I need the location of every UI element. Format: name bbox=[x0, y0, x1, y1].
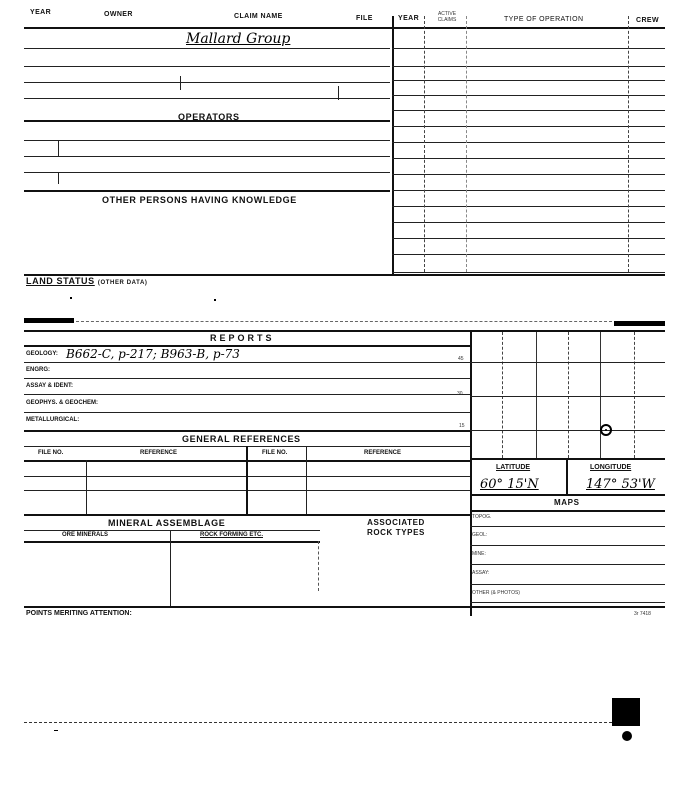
ref-col bbox=[306, 446, 307, 514]
assay-label: ASSAY & IDENT: bbox=[26, 383, 74, 389]
rule bbox=[24, 190, 390, 192]
other-persons-heading: OTHER PERSONS HAVING KNOWLEDGE bbox=[102, 195, 297, 205]
rule bbox=[470, 494, 665, 496]
col-sep bbox=[628, 16, 629, 272]
reports-heading: REPORTS bbox=[210, 333, 275, 343]
rule bbox=[470, 545, 665, 546]
rule bbox=[24, 541, 320, 543]
rule bbox=[24, 378, 470, 379]
rule bbox=[392, 110, 665, 111]
rule bbox=[392, 190, 665, 191]
rule bbox=[24, 394, 470, 395]
grid-line-h bbox=[470, 396, 665, 397]
general-references-heading: GENERAL REFERENCES bbox=[182, 434, 301, 444]
tick bbox=[180, 76, 181, 90]
form-number: 3r 7418 bbox=[634, 611, 651, 617]
ref-reference-1: REFERENCE bbox=[140, 450, 178, 456]
rule bbox=[392, 238, 665, 239]
metallurgical-label: METALLURGICAL: bbox=[26, 417, 80, 423]
mineral-col bbox=[318, 541, 319, 591]
rule bbox=[392, 80, 665, 81]
header-file: FILE bbox=[356, 15, 373, 22]
maps-mine: MINE: bbox=[472, 551, 486, 557]
scan-speck bbox=[70, 297, 72, 299]
grid-tick-15: 15 bbox=[459, 423, 465, 429]
scan-dash bbox=[24, 722, 612, 723]
rule bbox=[392, 272, 665, 273]
header-active-claims: ACTIVE CLAIMS bbox=[437, 11, 457, 23]
rule bbox=[24, 412, 470, 413]
bottom-rule bbox=[24, 606, 665, 608]
location-marker-icon bbox=[600, 424, 612, 436]
engrg-label: ENGRG: bbox=[26, 367, 50, 373]
rule bbox=[392, 95, 665, 96]
rule bbox=[392, 126, 665, 127]
rule bbox=[392, 142, 665, 143]
mineral-assemblage-heading: MINERAL ASSEMBLAGE bbox=[108, 518, 226, 528]
scan-mark bbox=[622, 731, 632, 741]
geology-label: GEOLOGY: bbox=[26, 351, 58, 357]
grid-line-v bbox=[634, 332, 635, 458]
scan-mark bbox=[612, 698, 640, 726]
rule bbox=[470, 584, 665, 585]
rule bbox=[24, 156, 390, 157]
maps-topog: TOPOG. bbox=[472, 514, 492, 520]
rule bbox=[24, 82, 390, 83]
header-year: YEAR bbox=[30, 9, 52, 16]
geophys-label: GEOPHYS. & GEOCHEM: bbox=[26, 400, 99, 406]
scan-mark bbox=[24, 318, 74, 323]
column-divider bbox=[392, 16, 394, 274]
associated-rock-types-heading: ASSOCIATED ROCK TYPES bbox=[366, 518, 425, 537]
header-rule bbox=[24, 27, 665, 29]
geology-value: B662-C, p-217; B963-B, p-73 bbox=[66, 347, 240, 361]
ref-col bbox=[86, 460, 87, 514]
rule bbox=[24, 48, 390, 49]
ref-file-no-2: FILE NO. bbox=[262, 450, 288, 456]
latitude-value: 60° 15'N bbox=[480, 477, 539, 492]
header-owner: OWNER bbox=[104, 11, 133, 18]
grid-line-v bbox=[600, 332, 601, 458]
col-sep bbox=[424, 16, 425, 272]
grid-line-v bbox=[568, 332, 569, 458]
tick bbox=[338, 86, 339, 100]
scan-speck bbox=[214, 299, 216, 301]
ref-reference-2: REFERENCE bbox=[364, 450, 402, 456]
grid-line-h bbox=[470, 362, 665, 363]
mineral-col bbox=[170, 530, 171, 606]
grid-line-v bbox=[502, 332, 503, 458]
longitude-value: 147° 53'W bbox=[586, 477, 655, 492]
grid-tick-30: 30 bbox=[457, 391, 463, 397]
operators-heading: OPERATORS bbox=[178, 112, 240, 122]
maps-geol: GEOL: bbox=[472, 532, 488, 538]
scan-mark bbox=[614, 321, 665, 326]
land-status-note: (OTHER DATA) bbox=[97, 280, 148, 286]
grid-tick-45: 45 bbox=[458, 356, 464, 362]
ref-col bbox=[246, 446, 248, 514]
maps-heading: MAPS bbox=[554, 498, 580, 507]
rule bbox=[24, 98, 390, 99]
header-year-right: YEAR bbox=[398, 15, 420, 22]
points-meriting-label: POINTS MERITING ATTENTION: bbox=[26, 610, 132, 617]
rule bbox=[392, 254, 665, 255]
rule bbox=[392, 222, 665, 223]
rule bbox=[392, 66, 665, 67]
header-claim-name: CLAIM NAME bbox=[234, 13, 283, 20]
rule bbox=[24, 530, 320, 531]
col-sep bbox=[466, 16, 467, 272]
header-type-of-operation: TYPE OF OPERATION bbox=[504, 16, 584, 23]
header-crew: CREW bbox=[636, 17, 659, 24]
rule bbox=[24, 430, 470, 432]
longitude-label: LONGITUDE bbox=[590, 464, 632, 471]
rule bbox=[470, 564, 665, 565]
rule bbox=[24, 514, 470, 516]
scan-speck bbox=[54, 730, 58, 731]
rule bbox=[392, 206, 665, 207]
scan-dash bbox=[76, 321, 612, 322]
rule bbox=[470, 602, 665, 603]
maps-assay: ASSAY: bbox=[472, 570, 490, 576]
tick bbox=[58, 172, 59, 184]
maps-other: OTHER (& PHOTOS) bbox=[472, 590, 520, 596]
rule bbox=[24, 362, 470, 363]
grid-line-h bbox=[470, 430, 665, 431]
rule bbox=[24, 172, 390, 173]
claim-name-entry: Mallard Group bbox=[186, 31, 291, 47]
rule bbox=[470, 526, 665, 527]
lat-long-divider bbox=[566, 460, 568, 494]
land-status-label: LAND STATUS bbox=[26, 276, 95, 286]
ore-minerals-label: ORE MINERALS bbox=[62, 532, 109, 538]
rule bbox=[392, 158, 665, 159]
rule bbox=[392, 48, 665, 49]
rule bbox=[392, 174, 665, 175]
rule bbox=[24, 140, 390, 141]
land-status-heading bbox=[26, 276, 148, 286]
grid-line-v bbox=[536, 332, 537, 458]
latitude-label: LATITUDE bbox=[496, 464, 531, 471]
rule bbox=[24, 66, 390, 67]
tick bbox=[58, 140, 59, 156]
rule bbox=[470, 510, 665, 512]
rock-forming-label: ROCK FORMING ETC. bbox=[200, 532, 263, 538]
ref-file-no-1: FILE NO. bbox=[38, 450, 64, 456]
